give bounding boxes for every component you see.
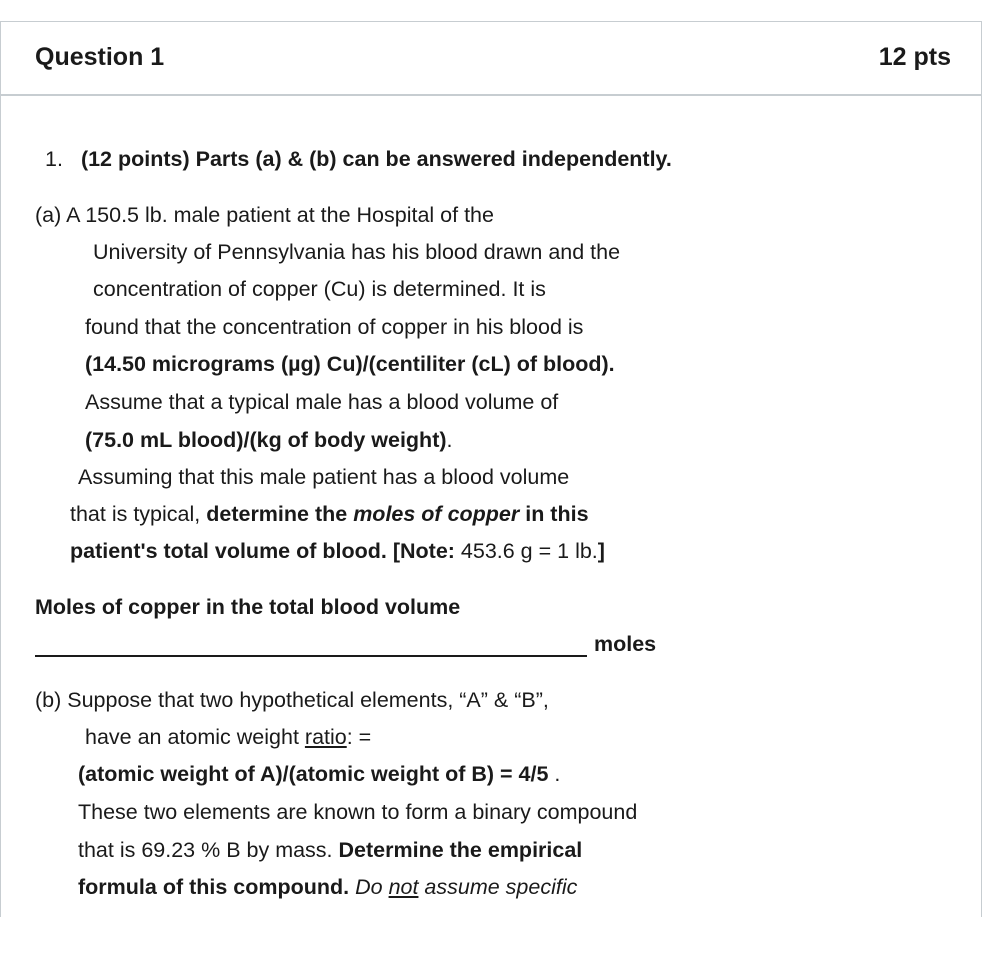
part-b-line-5: [78, 837, 582, 863]
part-b-line-6: [78, 874, 577, 900]
part-b-line-2-c: : =: [346, 725, 372, 749]
intro-line: [45, 146, 672, 172]
part-b-line-4: These two elements are known to form a binary compound: [78, 800, 638, 824]
intro-number: 1.: [45, 147, 63, 171]
part-b-line-2-b: ratio: [304, 725, 347, 749]
part-a-line-9-d: in this: [519, 502, 589, 526]
part-b-line-3-end: .: [548, 762, 561, 786]
part-a-line-9: [70, 501, 589, 527]
part-a-line-7-end: .: [446, 428, 453, 452]
part-a-line-9-b: determine the: [206, 502, 354, 526]
question-body: [1, 96, 981, 918]
part-b-line-6-a: formula of this compound.: [78, 875, 350, 899]
part-a-line-3: concentration of copper (Cu) is determined. It is: [93, 277, 546, 301]
part-a-line-7: [85, 427, 453, 453]
question-title: Question 1: [35, 43, 165, 71]
question-card: [0, 21, 982, 917]
question-points: 12 pts: [878, 43, 951, 71]
answer-a-blank[interactable]: [35, 655, 587, 657]
part-a-line-1: (a) A 150.5 lb. male patient at the Hospital of the: [35, 203, 494, 227]
question-header: [1, 22, 981, 96]
part-b-line-6-b: Do: [349, 875, 389, 899]
part-a-line-10-b: 453.6 g = 1 lb.: [454, 539, 598, 563]
part-a-line-9-a: that is typical,: [70, 502, 207, 526]
intro-text: (12 points) Parts (a) & (b) can be answered independently.: [80, 147, 672, 171]
part-b-line-6-c: not: [388, 875, 419, 899]
atomic-weight-ratio: (atomic weight of A)/(atomic weight of B) = 4/5: [78, 762, 549, 786]
part-a-line-6: Assume that a typical male has a blood volume of: [85, 390, 559, 414]
part-a-line-10-c: ]: [597, 539, 605, 563]
part-b-line-3: [78, 761, 560, 787]
answer-a-label: Moles of copper in the total blood volume: [35, 595, 461, 619]
part-a-line-2: University of Pennsylvania has his blood drawn and the: [93, 240, 621, 264]
part-a-line-8: Assuming that this male patient has a blood volume: [78, 465, 570, 489]
part-b-line-1: (b) Suppose that two hypothetical elements, “A” & “B”,: [35, 688, 549, 712]
answer-a-unit: moles: [594, 632, 657, 656]
blood-volume-ratio: (75.0 mL blood)/(kg of body weight): [85, 428, 447, 452]
part-a-line-4: found that the concentration of copper in his blood is: [85, 315, 584, 339]
part-b-line-2-a: have an atomic weight: [85, 725, 305, 749]
part-a-line-9-c: moles of copper: [353, 502, 520, 526]
part-b-line-6-d: assume specific: [418, 875, 578, 899]
part-a-line-5: (14.50 micrograms (µg) Cu)/(centiliter (cL) of blood).: [85, 352, 615, 376]
part-b-line-5-a: that is 69.23 % B by mass.: [78, 838, 339, 862]
part-a-line-10: [70, 538, 605, 564]
part-b-line-5-b: Determine the empirical: [338, 838, 583, 862]
part-b-line-2: [85, 724, 371, 750]
part-a-line-10-a: patient's total volume of blood. [Note:: [70, 539, 455, 563]
